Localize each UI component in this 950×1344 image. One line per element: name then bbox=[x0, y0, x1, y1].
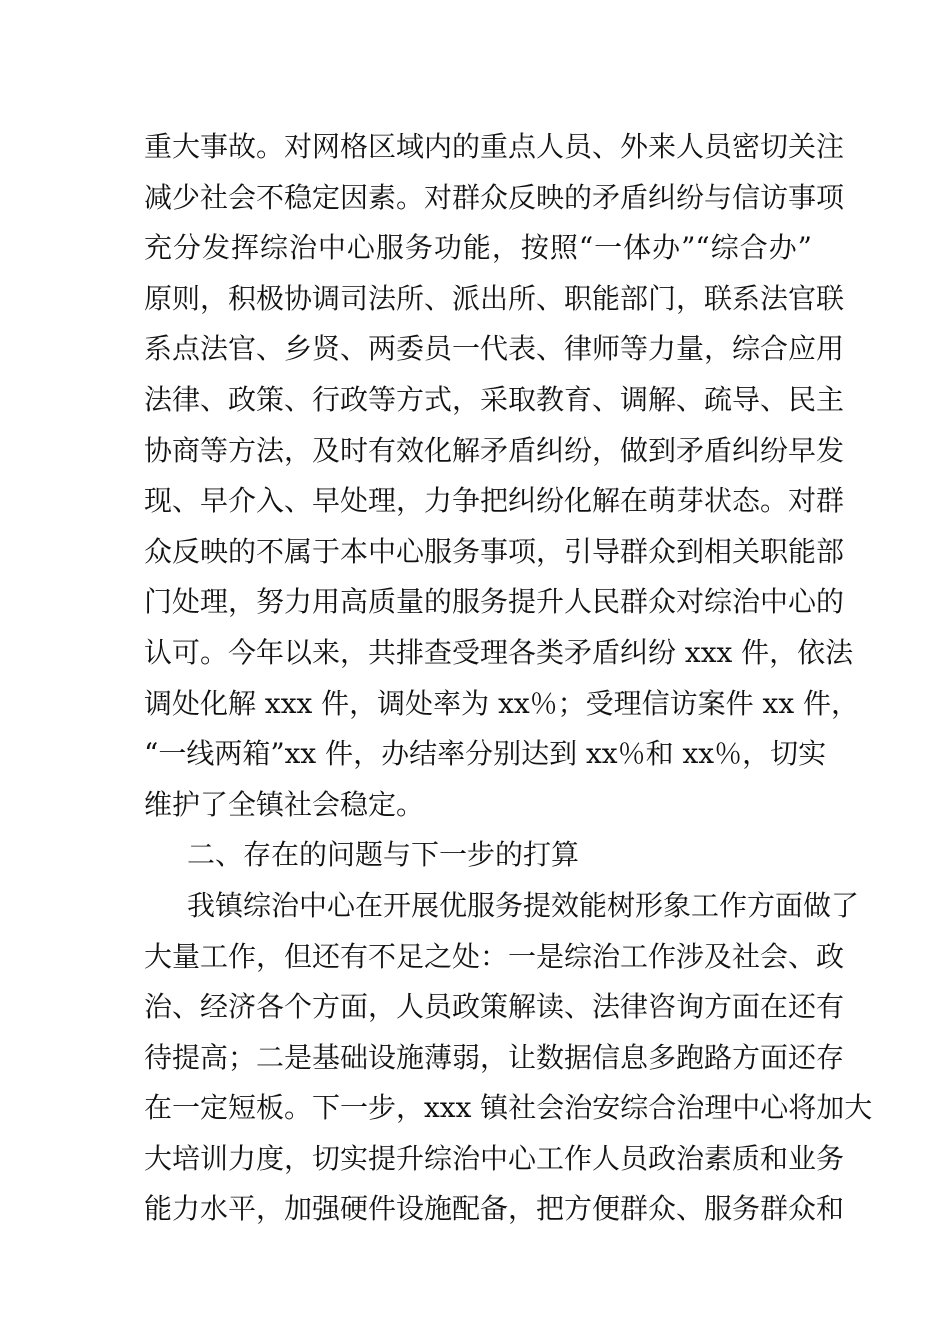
text-line: 在一定短板。下一步，xxx 镇社会治安综合治理中心将加大 bbox=[144, 1091, 873, 1125]
text-line: 充分发挥综治中心服务功能，按照“一体办”“综合办” bbox=[144, 231, 812, 265]
text-line: “一线两箱”xx 件，办结率分别达到 xx％和 xx％，切实 bbox=[144, 737, 827, 771]
paragraph-first-line: 我镇综治中心在开展优服务提效能树形象工作方面做了 bbox=[187, 888, 860, 922]
text-line: 大培训力度，切实提升综治中心工作人员政治素质和业务 bbox=[144, 1141, 845, 1175]
text-line: 减少社会不稳定因素。对群众反映的矛盾纠纷与信访事项 bbox=[144, 180, 845, 214]
text-line: 众反映的不属于本中心服务事项，引导群众到相关职能部 bbox=[144, 534, 845, 568]
text-line: 大量工作，但还有不足之处：一是综治工作涉及社会、政 bbox=[144, 939, 845, 973]
section-heading: 二、存在的问题与下一步的打算 bbox=[187, 838, 580, 872]
text-line: 治、经济各个方面，人员政策解读、法律咨询方面在还有 bbox=[144, 990, 845, 1024]
text-line: 重大事故。对网格区域内的重点人员、外来人员密切关注 bbox=[144, 130, 845, 163]
text-line: 协商等方法，及时有效化解矛盾纠纷，做到矛盾纠纷早发 bbox=[144, 433, 845, 467]
text-line: 维护了全镇社会稳定。 bbox=[144, 787, 425, 821]
text-line: 认可。今年以来，共排查受理各类矛盾纠纷 xxx 件，依法 bbox=[144, 635, 854, 669]
document-body bbox=[144, 122, 873, 1235]
text-line: 调处化解 xxx 件，调处率为 xx％；受理信访案件 xx 件， bbox=[144, 686, 860, 720]
text-line: 原则，积极协调司法所、派出所、职能部门，联系法官联 bbox=[144, 281, 845, 315]
text-line: 系点法官、乡贤、两委员一代表、律师等力量，综合应用 bbox=[144, 332, 845, 366]
text-line: 待提高；二是基础设施薄弱，让数据信息多跑路方面还存 bbox=[144, 1040, 845, 1074]
text-line: 法律、政策、行政等方式，采取教育、调解、疏导、民主 bbox=[144, 382, 845, 416]
text-line: 门处理，努力用高质量的服务提升人民群众对综治中心的 bbox=[144, 585, 845, 619]
text-line: 现、早介入、早处理，力争把纠纷化解在萌芽状态。对群 bbox=[144, 484, 845, 518]
text-line: 能力水平，加强硬件设施配备，把方便群众、服务群众和 bbox=[144, 1192, 845, 1226]
